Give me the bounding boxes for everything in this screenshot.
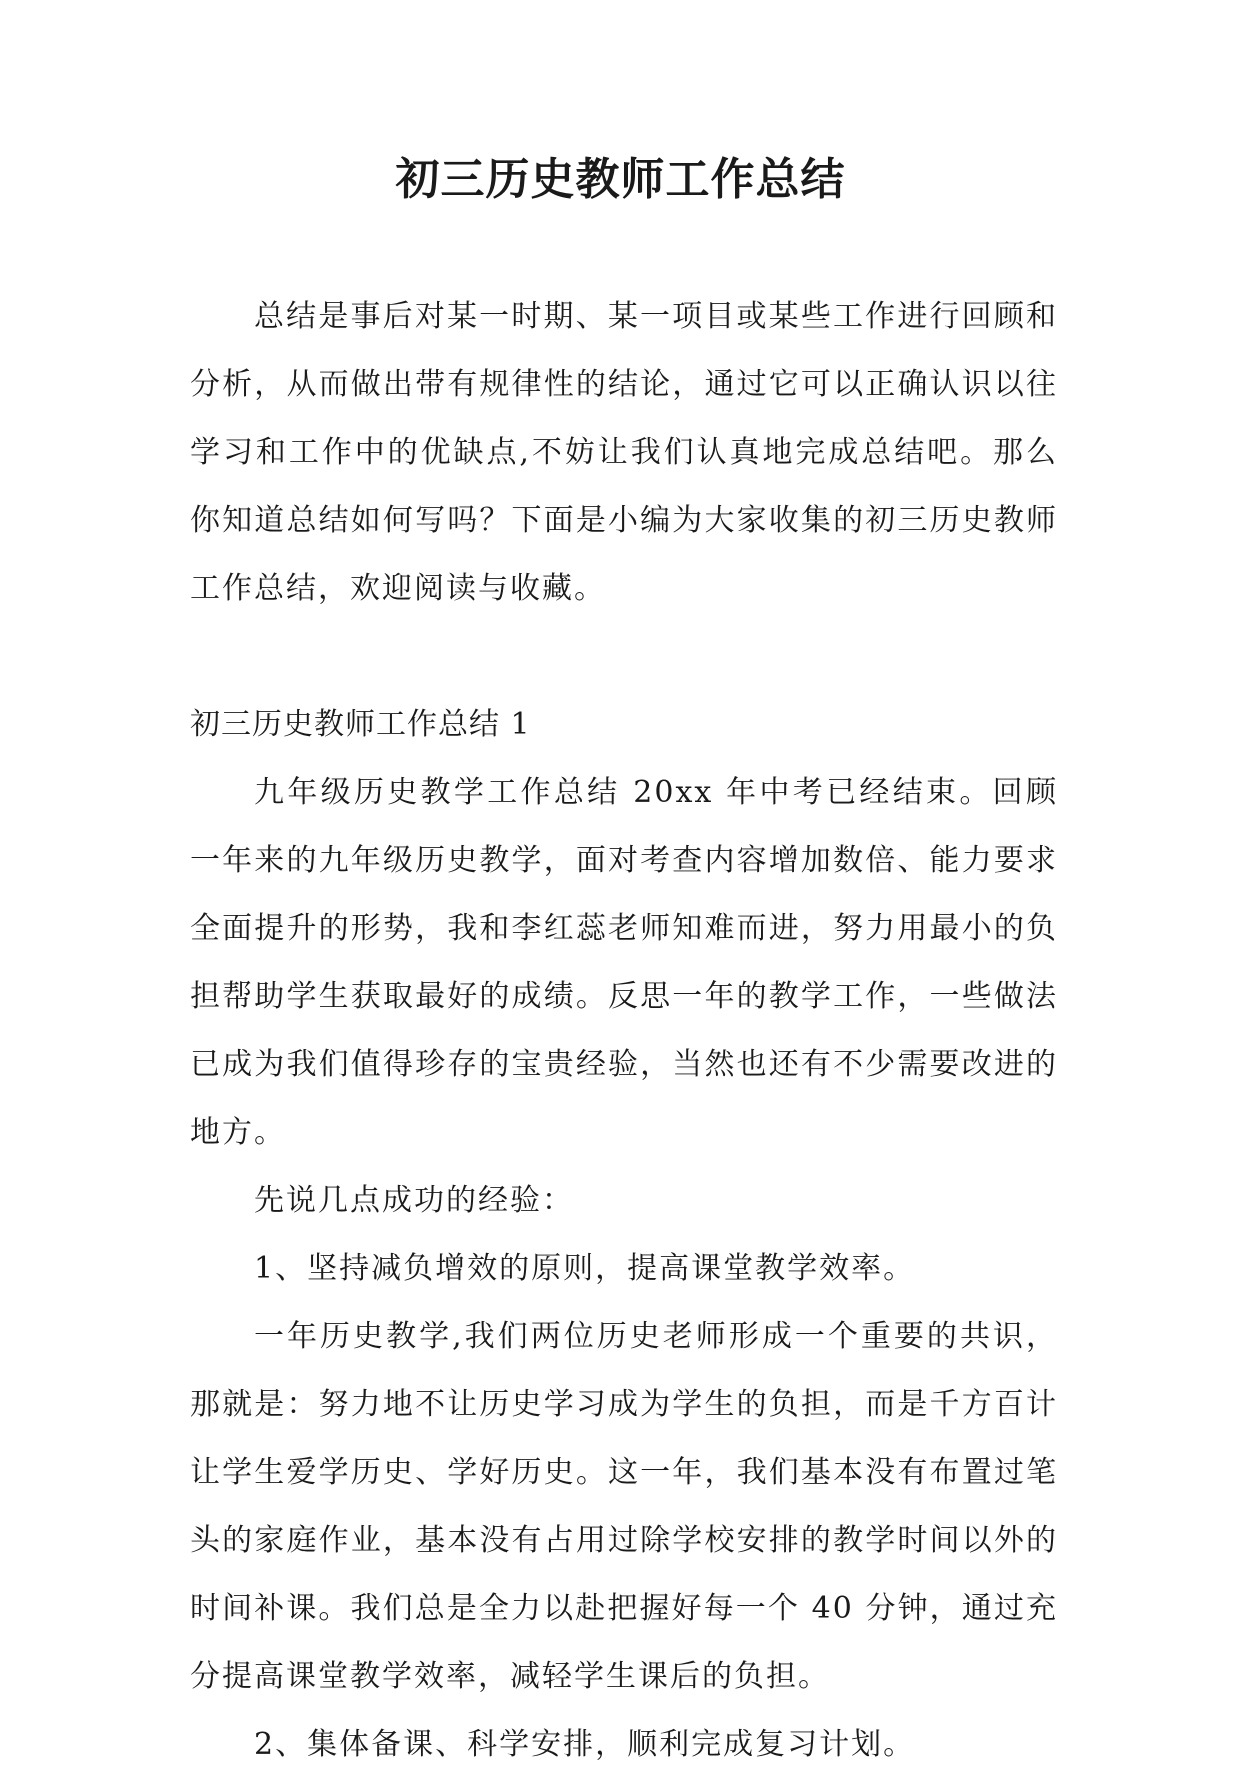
body-paragraph-3: 1、坚持减负增效的原则，提高课堂教学效率。 <box>254 1251 916 1286</box>
section-heading: 初三历史教师工作总结 1 <box>190 707 531 742</box>
body-paragraph-4: 一年历史教学,我们两位历史老师形成一个重要的共识，那就是：努力地不让历史学习成为学生的负担，而是千方百计让学生爱学历史、学好历史。这一年，我们基本没有布置过笔头的家庭作业，基本没有占用过除学校安排的教学时间以外的时间补课。我们总是全力以赴把握好每一个 40 分钟，通过充分提高课堂教学效率，减轻学生课后的负担。 <box>190 1319 1058 1694</box>
paragraph-spacer <box>190 623 1058 691</box>
document-title: 初三历史教师工作总结 <box>395 154 846 205</box>
intro-paragraph: 总结是事后对某一时期、某一项目或某些工作进行回顾和分析，从而做出带有规律性的结论，通过它可以正确认识以往学习和工作中的优缺点,不妨让我们认真地完成总结吧。那么你知道总结如何写吗？下面是小编为大家收集的初三历史教师工作总结，欢迎阅读与收藏。 <box>190 299 1058 606</box>
body-paragraph-1: 九年级历史教学工作总结 20xx 年中考已经结束。回顾一年来的九年级历史教学，面对考查内容增加数倍、能力要求全面提升的形势，我和李红蕊老师知难而进，努力用最小的负担帮助学生获取最好的成绩。反思一年的教学工作，一些做法已成为我们值得珍存的宝贵经验，当然也还有不少需要改进的地方。 <box>190 775 1058 1150</box>
body-paragraph-5: 2、集体备课、科学安排，顺利完成复习计划。 <box>254 1727 916 1762</box>
document-body <box>190 283 1058 1779</box>
body-paragraph-2: 先说几点成功的经验： <box>254 1183 574 1218</box>
